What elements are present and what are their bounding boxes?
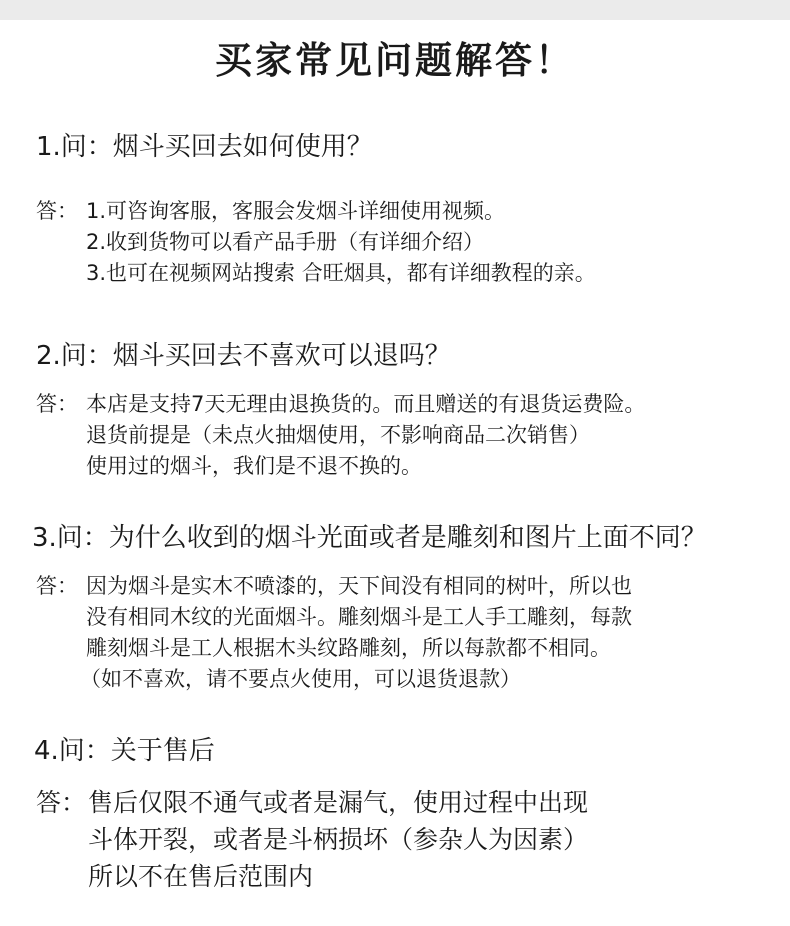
faq-question-4: 4.问：关于售后	[34, 736, 215, 766]
answer-line: 退货前提是（未点火抽烟使用，不影响商品二次销售）	[86, 423, 590, 447]
answer-line: （如不喜欢，请不要点火使用，可以退货退款）	[80, 667, 521, 691]
page-title: 买家常见问题解答！	[215, 39, 575, 82]
answer-line: 斗体开裂，或者是斗柄损坏（参杂人为因素）	[88, 825, 589, 854]
faq-question-3: 3.问：为什么收到的烟斗光面或者是雕刻和图片上面不同？	[32, 523, 707, 553]
answer-label: 答：	[36, 574, 78, 598]
answer-line: 因为烟斗是实木不喷漆的，天下间没有相同的树叶，所以也	[86, 574, 632, 598]
answer-line: 本店是支持7天无理由退换货的。而且赠送的有退货运费险。	[86, 392, 646, 416]
answer-label: 答：	[36, 392, 78, 416]
answer-label: 答：	[36, 199, 78, 223]
answer-line: 2.收到货物可以看产品手册（有详细介绍）	[86, 230, 485, 254]
answer-line: 售后仅限不通气或者是漏气，使用过程中出现	[88, 788, 589, 817]
top-divider-band	[0, 0, 790, 20]
faq-question-2: 2.问：烟斗买回去不喜欢可以退吗？	[36, 341, 451, 371]
answer-line: 所以不在售后范围内	[88, 862, 314, 891]
answer-line: 1.可咨询客服，客服会发烟斗详细使用视频。	[86, 199, 506, 223]
answer-line: 雕刻烟斗是工人根据木头纹路雕刻，所以每款都不相同。	[86, 636, 611, 660]
answer-label: 答：	[36, 788, 87, 817]
answer-line: 使用过的烟斗，我们是不退不换的。	[86, 454, 422, 478]
faq-question-1: 1.问：烟斗买回去如何使用？	[36, 132, 373, 162]
answer-line: 没有相同木纹的光面烟斗。雕刻烟斗是工人手工雕刻，每款	[86, 605, 632, 629]
answer-line: 3.也可在视频网站搜索 合旺烟具，都有详细教程的亲。	[86, 261, 596, 285]
